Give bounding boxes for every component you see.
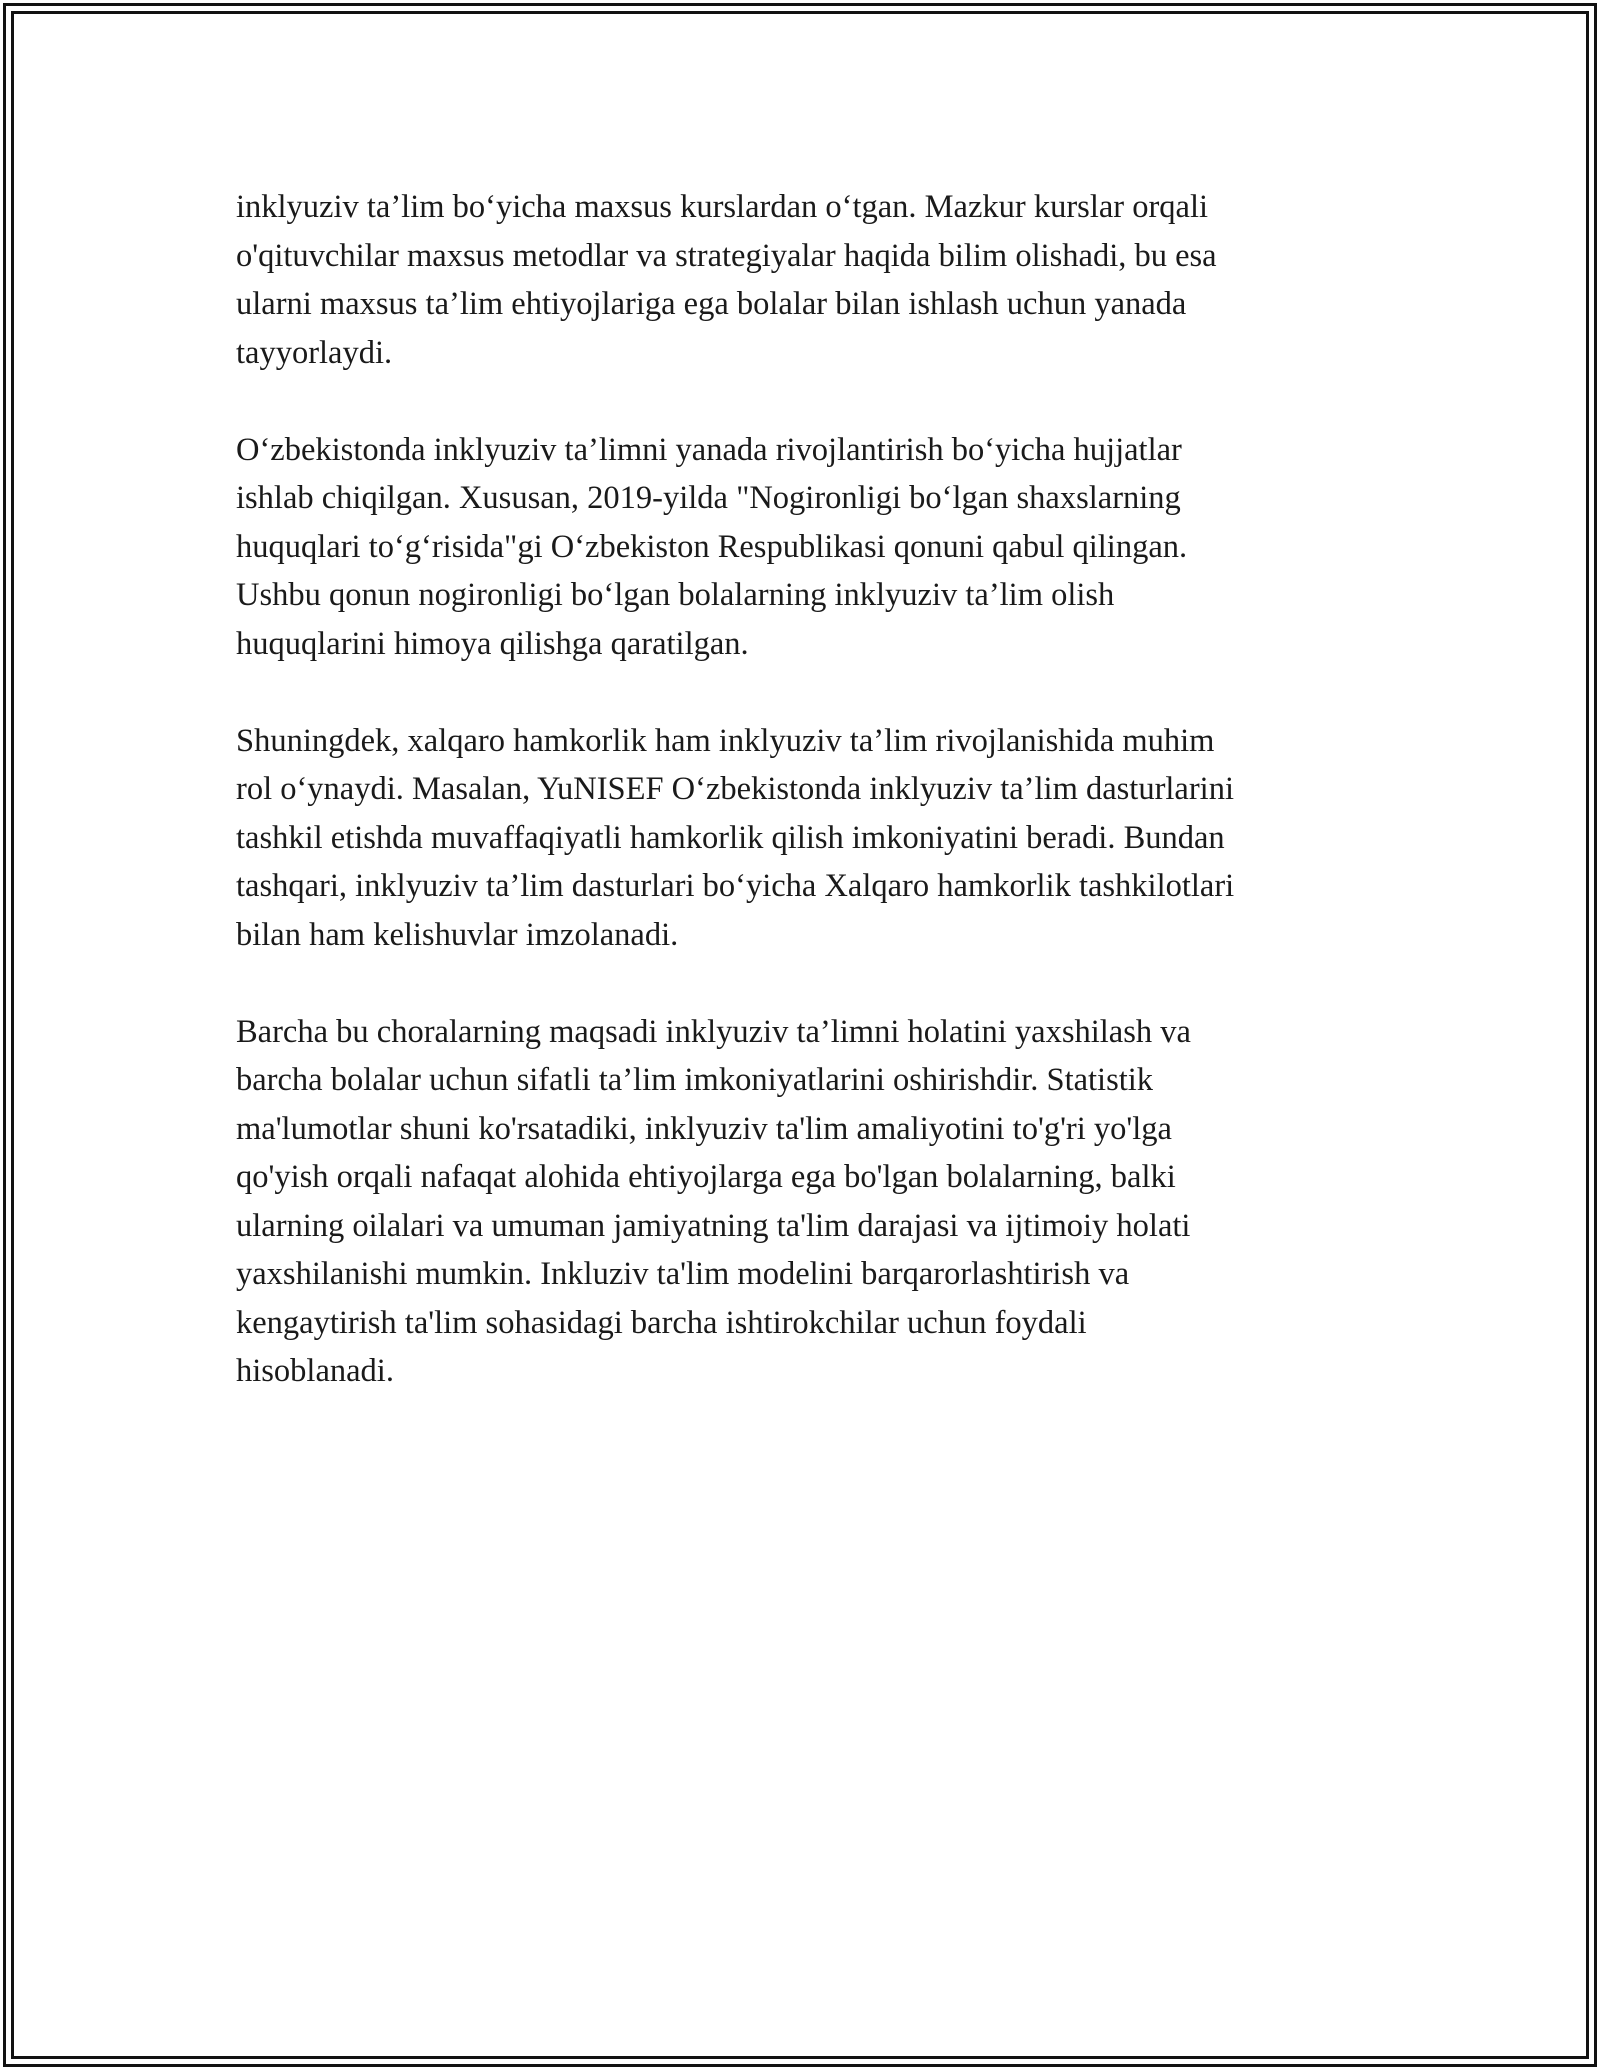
text-line: yaxshilanishi mumkin. Inkluziv ta'lim modelini barqarorlashtirish va	[236, 1256, 1130, 1292]
text-line: Barcha bu choralarning maqsadi inklyuziv ta’limni holatini yaxshilash va	[236, 1013, 1191, 1050]
text-line: ularni maxsus ta’lim ehtiyojlariga ega bolalar bilan ishlash uchun yanada	[236, 286, 1187, 322]
text-line: inklyuziv ta’lim bo‘yicha maxsus kurslardan o‘tgan. Mazkur kurslar orqali	[236, 189, 1209, 225]
document-body	[236, 183, 1396, 1444]
text-line: hisoblanadi.	[236, 1353, 394, 1389]
text-line: ularning oilalari va umuman jamiyatning ta'lim darajasi va ijtimoiy holati	[236, 1207, 1191, 1244]
text-line: huquqlari to‘g‘risida"gi O‘zbekiston Respublikasi qonuni qabul qilingan.	[236, 528, 1188, 565]
text-line: tashqari, inklyuziv ta’lim dasturlari bo‘yicha Xalqaro hamkorlik tashkilotlari	[236, 868, 1235, 904]
paragraph-1	[236, 183, 1396, 377]
text-line: tashkil etishda muvaffaqiyatli hamkorlik qilish imkoniyatini beradi. Bundan	[236, 819, 1225, 856]
text-line: rol o‘ynaydi. Masalan, YuNISEF O‘zbekistonda inklyuziv ta’lim dasturlarini	[236, 771, 1234, 807]
text-line: Shuningdek, xalqaro hamkorlik ham inklyuziv ta’lim rivojlanishida muhim	[236, 722, 1215, 759]
paragraph-4	[236, 1008, 1396, 1396]
text-line: tayyorlaydi.	[236, 334, 393, 371]
text-line: o'qituvchilar maxsus metodlar va strategiyalar haqida bilim olishadi, bu esa	[236, 237, 1217, 274]
paragraph-2	[236, 426, 1396, 669]
text-line: ishlab chiqilgan. Xususan, 2019-yilda "Nogironligi bo‘lgan shaxslarning	[236, 480, 1181, 516]
text-line: O‘zbekistonda inklyuziv ta’limni yanada rivojlantirish bo‘yicha hujjatlar	[236, 431, 1182, 468]
text-line: huquqlarini himoya qilishga qaratilgan.	[236, 625, 749, 662]
paragraph-3	[236, 717, 1396, 960]
text-line: kengaytirish ta'lim sohasidagi barcha ishtirokchilar uchun foydali	[236, 1304, 1087, 1341]
text-line: barcha bolalar uchun sifatli ta’lim imkoniyatlarini oshirishdir. Statistik	[236, 1062, 1154, 1098]
text-line: Ushbu qonun nogironligi bo‘lgan bolalarning inklyuziv ta’lim olish	[236, 577, 1115, 613]
text-line: bilan ham kelishuvlar imzolanadi.	[236, 916, 679, 953]
text-line: ma'lumotlar shuni ko'rsatadiki, inklyuziv ta'lim amaliyotini to'g'ri yo'lga	[236, 1110, 1172, 1147]
text-line: qo'yish orqali nafaqat alohida ehtiyojlarga ega bo'lgan bolalarning, balki	[236, 1159, 1176, 1195]
